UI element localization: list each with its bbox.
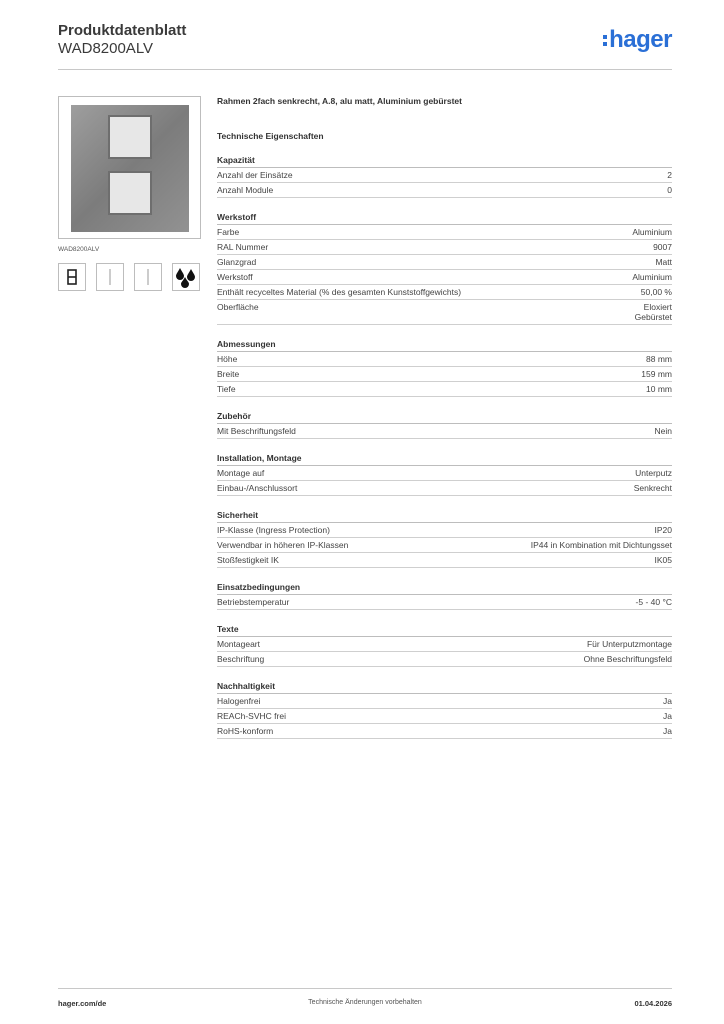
spec-value: 9007 (653, 242, 672, 252)
spec-label: REACh-SVHC frei (217, 711, 286, 721)
spec-row (217, 466, 672, 481)
spec-row (217, 352, 672, 367)
spec-row (217, 652, 672, 667)
spec-label: Anzahl der Einsätze (217, 170, 293, 180)
spec-value: Eloxiert Gebürstet (634, 302, 672, 322)
spec-value: Matt (655, 257, 672, 267)
spec-label: Farbe (217, 227, 240, 237)
spec-label: Höhe (217, 354, 238, 364)
spec-label: Oberfläche (217, 302, 259, 312)
spec-value: Nein (654, 426, 672, 436)
spec-value: 10 mm (646, 384, 672, 394)
document-title: Produktdatenblatt (58, 22, 187, 39)
spec-section (217, 510, 672, 568)
spec-label: Beschriftung (217, 654, 265, 664)
spec-row (217, 382, 672, 397)
spec-value: Ohne Beschriftungsfeld (583, 654, 672, 664)
product-sidebar (58, 96, 202, 291)
spec-label: Verwendbar in höheren IP-Klassen (217, 540, 349, 550)
spec-label: Enthält recyceltes Material (% des gesamten Kunststoffgewichts) (217, 287, 462, 297)
spec-label: RAL Nummer (217, 242, 269, 252)
image-caption: WAD8200ALV (58, 246, 100, 253)
spec-row (217, 300, 672, 325)
footer-website: hager.com/de (58, 999, 107, 1008)
spec-value: Ja (663, 726, 672, 736)
spec-row (217, 694, 672, 709)
spec-row (217, 481, 672, 496)
spec-row (217, 424, 672, 439)
footer-notice: Technische Änderungen vorbehalten (308, 999, 422, 1006)
spec-value: Unterputz (635, 468, 672, 478)
spec-section (217, 624, 672, 667)
spec-row (217, 637, 672, 652)
spec-label: Mit Beschriftungsfeld (217, 426, 296, 436)
section-title: Texte (217, 624, 672, 637)
spec-value: Senkrecht (633, 483, 672, 493)
logo-dots-icon (603, 35, 607, 46)
spec-value: 50,00 % (640, 287, 672, 297)
spec-row (217, 168, 672, 183)
frame-opening-top (108, 115, 152, 159)
spec-value: Aluminium (632, 227, 672, 237)
product-data-content (217, 96, 672, 739)
section-title: Kapazität (217, 155, 672, 168)
spec-row (217, 595, 672, 610)
spec-section (217, 681, 672, 739)
spec-label: Montageart (217, 639, 260, 649)
spec-label: Anzahl Module (217, 185, 274, 195)
spec-label: Einbau-/Anschlussort (217, 483, 298, 493)
spec-value: IP44 in Kombination mit Dichtungsset (530, 540, 672, 550)
hager-logo (603, 28, 672, 52)
spec-label: Betriebstemperatur (217, 597, 290, 607)
spec-row (217, 240, 672, 255)
spec-row (217, 709, 672, 724)
spec-section (217, 212, 672, 325)
frame-opening-bottom (108, 171, 152, 215)
spec-label: RoHS-konform (217, 726, 274, 736)
spec-row (217, 270, 672, 285)
spec-value: 159 mm (641, 369, 672, 379)
page-footer (58, 988, 672, 1012)
spec-row (217, 724, 672, 739)
footer-date: 01.04.2026 (634, 999, 672, 1008)
spec-label: Werkstoff (217, 272, 253, 282)
section-title: Installation, Montage (217, 453, 672, 466)
product-code-heading: WAD8200ALV (58, 40, 154, 57)
spec-row (217, 255, 672, 270)
spec-label: Halogenfrei (217, 696, 261, 706)
spec-sections (217, 155, 672, 739)
spec-section (217, 453, 672, 496)
spec-section (217, 411, 672, 439)
spec-label: Montage auf (217, 468, 265, 478)
spec-value: Für Unterputzmontage (586, 639, 672, 649)
feature-icons (58, 263, 202, 291)
spec-value: 88 mm (646, 354, 672, 364)
spec-value: IP20 (654, 525, 672, 535)
spec-row (217, 367, 672, 382)
vertical-line-icon (134, 263, 162, 291)
spec-row (217, 225, 672, 240)
spec-value: -5 - 40 °C (635, 597, 672, 607)
spec-section (217, 339, 672, 397)
water-drops-icon (172, 263, 200, 291)
digit-8-display-icon (58, 263, 86, 291)
spec-value: Aluminium (632, 272, 672, 282)
logo-text: hager (609, 26, 672, 53)
spec-value: Ja (663, 696, 672, 706)
spec-value: Ja (663, 711, 672, 721)
spec-row (217, 538, 672, 553)
product-description: Rahmen 2fach senkrecht, A.8, alu matt, Aluminium gebürstet (217, 96, 462, 106)
spec-label: Glanzgrad (217, 257, 257, 267)
frame-plate-illustration (71, 105, 189, 232)
vertical-line-icon (96, 263, 124, 291)
technical-properties-heading: Technische Eigenschaften (217, 131, 324, 141)
section-title: Zubehör (217, 411, 672, 424)
spec-row (217, 285, 672, 300)
section-title: Abmessungen (217, 339, 672, 352)
spec-row (217, 183, 672, 198)
spec-value: IK05 (654, 555, 672, 565)
spec-value: 2 (667, 170, 672, 180)
spec-label: Breite (217, 369, 240, 379)
spec-row (217, 553, 672, 568)
spec-row (217, 523, 672, 538)
spec-label: IP-Klasse (Ingress Protection) (217, 525, 330, 535)
spec-section (217, 155, 672, 198)
page-header (58, 22, 672, 70)
section-title: Nachhaltigkeit (217, 681, 672, 694)
section-title: Einsatzbedingungen (217, 582, 672, 595)
section-title: Sicherheit (217, 510, 672, 523)
section-title: Werkstoff (217, 212, 672, 225)
spec-value: 0 (667, 185, 672, 195)
spec-label: Tiefe (217, 384, 236, 394)
spec-label: Stoßfestigkeit IK (217, 555, 279, 565)
spec-section (217, 582, 672, 610)
product-image (58, 96, 201, 239)
